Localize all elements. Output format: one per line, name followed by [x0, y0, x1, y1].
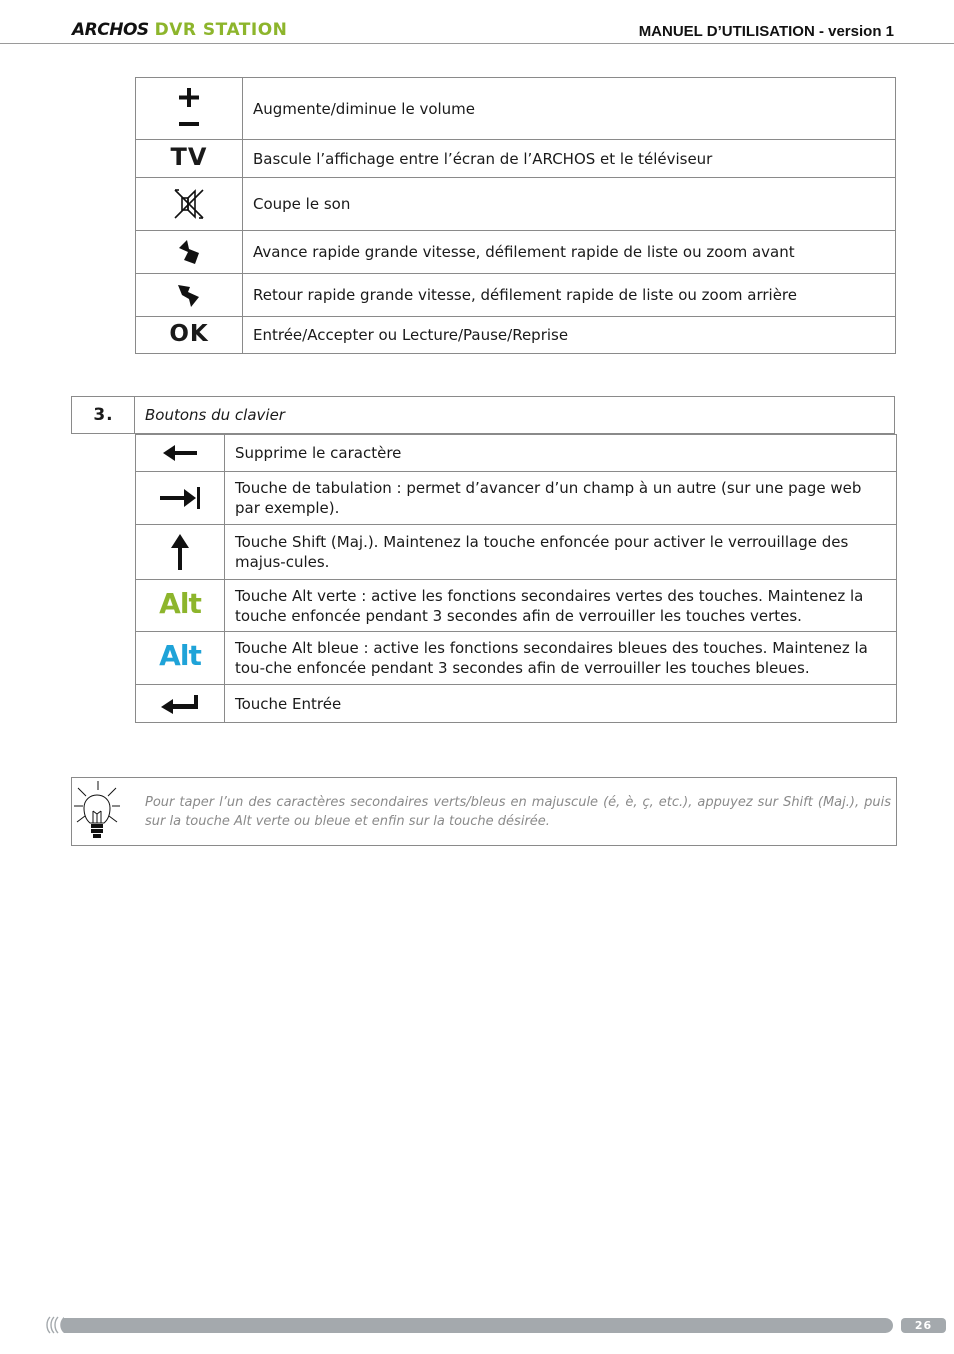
section-title: Boutons du clavier	[134, 396, 895, 434]
table-row	[136, 274, 896, 317]
rewind-arrow-icon	[136, 274, 243, 317]
table-row	[136, 632, 897, 685]
row-description: Touche Shift (Maj.). Maintenez la touche enfoncée pour activer le verrouillage des majus-cules.	[225, 525, 897, 580]
keyboard-buttons-table	[135, 434, 897, 723]
lightbulb-icon	[72, 778, 122, 845]
alt-green-icon: Alt	[159, 586, 201, 620]
row-description: Touche Alt verte : active les fonctions secondaires vertes des touches. Maintenez la touche enfoncée pendant 3 secondes afin de verrouiller les touches vertes.	[225, 580, 897, 632]
fast-forward-arrow-icon	[136, 231, 243, 274]
tip-text: Pour taper l’un des caractères secondaires verts/bleus en majuscule (é, è, ç, etc.), appuyez sur Shift (Maj.), puis sur la touche Alt verte ou bleue et enfin sur la touche désirée.	[145, 795, 891, 829]
table-row	[136, 580, 897, 632]
shift-arrow-icon	[136, 525, 225, 580]
row-description: Supprime le caractère	[225, 435, 897, 472]
table-row	[136, 435, 897, 472]
table-row	[136, 685, 897, 723]
table-row	[136, 472, 897, 525]
header-divider	[0, 43, 954, 44]
table-row	[136, 178, 896, 231]
plus-minus-icon	[136, 78, 243, 140]
backspace-arrow-icon	[136, 435, 225, 472]
brand-product: DVR STATION	[154, 20, 288, 40]
page-header	[0, 0, 954, 44]
table-row	[136, 78, 896, 140]
tab-arrow-icon	[136, 472, 225, 525]
table-row	[136, 317, 896, 354]
row-description: Bascule l’affichage entre l’écran de l’ARCHOS et le téléviseur	[243, 140, 896, 178]
row-description: Retour rapide grande vitesse, défilement rapide de liste ou zoom arrière	[243, 274, 896, 317]
table-row	[136, 140, 896, 178]
row-description: Touche Entrée	[225, 685, 897, 723]
brand-archos: ARCHOS	[72, 20, 149, 40]
table-row	[136, 231, 896, 274]
section-number: 3.	[71, 396, 135, 434]
row-description: Touche Alt bleue : active les fonctions secondaires bleues des touches. Maintenez la tou-che enfoncée pendant 3 secondes afin de verrouiller les touches bleues.	[225, 632, 897, 685]
manual-title: MANUEL D’UTILISATION - version 1	[638, 23, 894, 40]
ok-icon: OK	[169, 321, 209, 347]
remote-buttons-table	[135, 77, 896, 354]
row-description: Augmente/diminue le volume	[243, 78, 896, 140]
footer-bar	[64, 1318, 893, 1333]
brand-logo	[72, 20, 287, 40]
section-header	[71, 396, 897, 434]
tip-box	[71, 777, 897, 846]
tv-icon: TV	[170, 143, 208, 171]
alt-blue-icon: Alt	[159, 639, 201, 672]
footer-decoration	[44, 1316, 64, 1334]
row-description: Coupe le son	[243, 178, 896, 231]
mute-icon	[136, 178, 243, 231]
table-row	[136, 525, 897, 580]
page-number: 26	[901, 1318, 946, 1333]
row-description: Touche de tabulation : permet d’avancer d’un champ à un autre (sur une page web par exemple).	[225, 472, 897, 525]
enter-arrow-icon	[136, 685, 225, 723]
row-description: Avance rapide grande vitesse, défilement rapide de liste ou zoom avant	[243, 231, 896, 274]
row-description: Entrée/Accepter ou Lecture/Pause/Reprise	[243, 317, 896, 354]
